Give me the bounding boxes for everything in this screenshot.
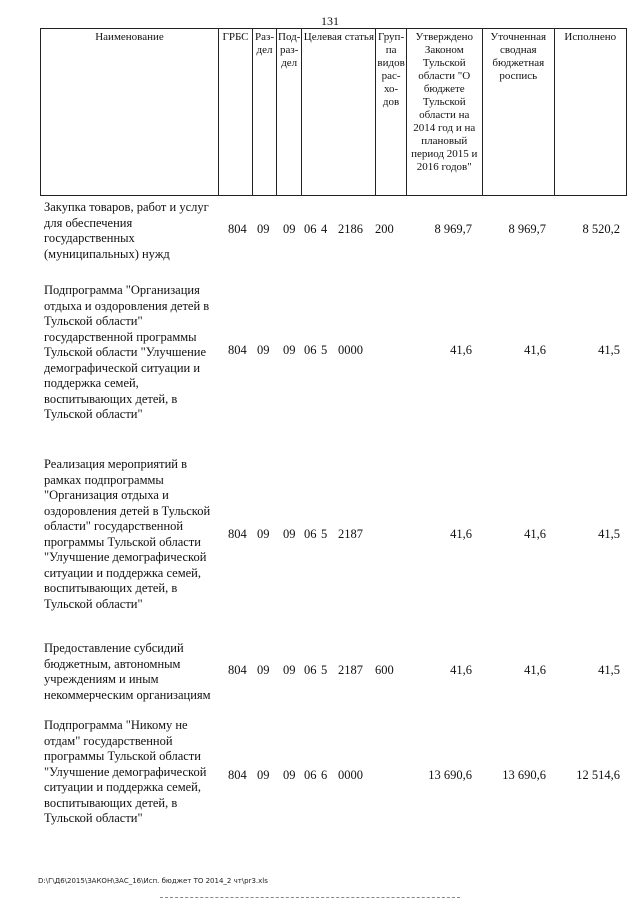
row-specified: 8 969,7 [508,222,546,236]
row-razdel: 09 [257,768,270,782]
row-specified: 13 690,6 [502,768,546,782]
row-grbs: 804 [228,663,247,677]
row-podrazdel: 09 [283,343,296,357]
row-expense-type: 200 [375,222,394,236]
row-target-subprogram: 5 [321,343,328,357]
row-approved: 13 690,6 [428,768,472,782]
header-celevaya: Целевая статья [302,29,376,196]
file-path-footer: D:\Г\Д6\2015\ЗАКОН\ЗАС_16\Исп. бюджет ТО 2014_2 чт\pr3.xls [38,877,268,885]
row-target-program: 06 [304,222,317,236]
row-name: Подпрограмма "Никому не отдам" государственной программы Тульской области "Улучшение демографической ситуации и поддержка семей, воспитывающих детей, в Тульской области" [44,718,207,825]
row-approved: 41,6 [450,527,472,541]
row-target-subprogram: 6 [321,768,328,782]
row-executed: 41,5 [598,527,620,541]
row-expense-type: 600 [375,663,394,677]
row-executed: 8 520,2 [582,222,620,236]
header-name: Наименование [41,29,219,196]
row-target-direction: 2187 [338,663,363,677]
row-name: Подпрограмма "Организация отдыха и оздоровления детей в Тульской области" государственной программы Тульской области "Улучшение демографической ситуации и поддержка семей, воспитывающих детей, в Тульской области" [44,283,210,421]
row-specified: 41,6 [524,343,546,357]
row-target-direction: 0000 [338,343,363,357]
row-grbs: 804 [228,222,247,236]
header-grbs: ГРБС [219,29,253,196]
header-vid: Груп- па видов рас- хо- дов [376,29,406,196]
row-target-subprogram: 5 [321,663,328,677]
row-razdel: 09 [257,222,270,236]
row-target-direction: 2187 [338,527,363,541]
row-target-program: 06 [304,768,317,782]
row-specified: 41,6 [524,527,546,541]
row-approved: 41,6 [450,343,472,357]
row-target-program: 06 [304,527,317,541]
row-razdel: 09 [257,663,270,677]
page-number: 131 [321,14,339,28]
scan-artifact-line [160,897,460,898]
row-target-direction: 2186 [338,222,363,236]
header-podrazdel: Под- раз- дел [277,29,302,196]
row-approved: 8 969,7 [434,222,472,236]
row-grbs: 804 [228,527,247,541]
row-executed: 12 514,6 [576,768,620,782]
row-approved: 41,6 [450,663,472,677]
row-razdel: 09 [257,343,270,357]
table-header [40,28,627,196]
row-target-subprogram: 5 [321,527,328,541]
row-podrazdel: 09 [283,663,296,677]
row-target-program: 06 [304,343,317,357]
row-podrazdel: 09 [283,527,296,541]
row-grbs: 804 [228,343,247,357]
row-target-program: 06 [304,663,317,677]
row-target-direction: 0000 [338,768,363,782]
row-podrazdel: 09 [283,768,296,782]
header-razdel: Раз- дел [253,29,277,196]
header-approved: Утверждено Законом Тульской области "О бюджете Тульской области на 2014 год и на плановый период 2015 и 2016 годов" [406,29,482,196]
row-razdel: 09 [257,527,270,541]
row-name: Предоставление субсидий бюджетным, автономным учреждениям и иным некоммерческим организациям [44,641,211,702]
row-name: Реализация мероприятий в рамках подпрограммы "Организация отдыха и оздоровления детей в Тульской области" государственной программы Тульской области "Улучшение демографической ситуации и поддержка семей, воспитывающих детей, в Тульской области" [44,457,211,611]
row-specified: 41,6 [524,663,546,677]
row-executed: 41,5 [598,663,620,677]
row-target-subprogram: 4 [321,222,328,236]
header-specified: Уточненная сводная бюджетная роспись [482,29,554,196]
row-name: Закупка товаров, работ и услуг для обеспечения государственных (муниципальных) нужд [44,200,209,261]
row-grbs: 804 [228,768,247,782]
row-executed: 41,5 [598,343,620,357]
header-executed: Исполнено [554,29,626,196]
row-podrazdel: 09 [283,222,296,236]
